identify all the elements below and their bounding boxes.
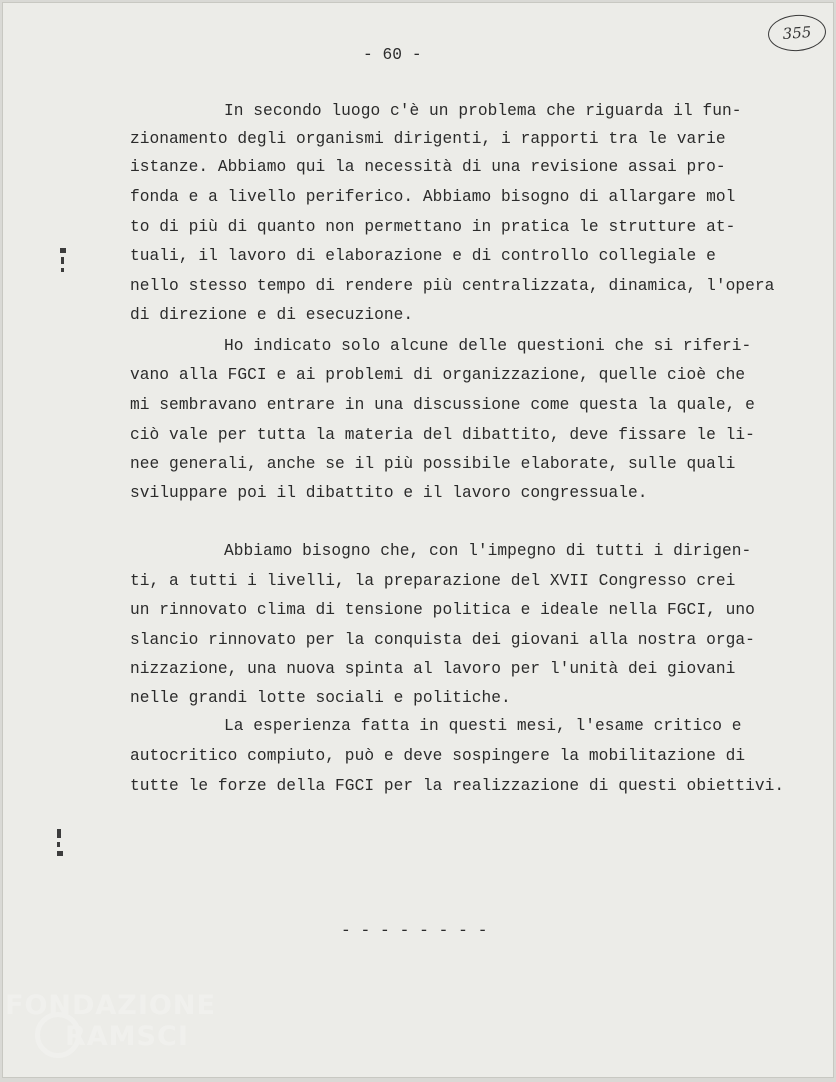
- fondazione-gramsci-watermark: [3, 988, 223, 1078]
- text-line: to di più di quanto non permettano in pratica le strutture at-: [130, 218, 736, 236]
- text-line: un rinnovato clima di tensione politica e ideale nella FGCI, uno: [130, 601, 755, 619]
- text-line: slancio rinnovato per la conquista dei giovani alla nostra orga-: [130, 631, 755, 649]
- text-line: zionamento degli organismi dirigenti, i rapporti tra le varie: [130, 130, 726, 148]
- document-page: [2, 2, 834, 1078]
- text-line: nizzazione, una nuova spinta al lavoro per l'unità dei giovani: [130, 660, 736, 678]
- text-line: fonda e a livello periferico. Abbiamo bisogno di allargare mol: [130, 188, 736, 206]
- text-line: istanze. Abbiamo qui la necessità di una revisione assai pro-: [130, 158, 726, 176]
- text-line: In secondo luogo c'è un problema che riguarda il fun-: [224, 102, 742, 120]
- text-line: tuali, il lavoro di elaborazione e di controllo collegiale e: [130, 247, 716, 265]
- text-line: Abbiamo bisogno che, con l'impegno di tutti i dirigen-: [224, 542, 752, 560]
- text-line: La esperienza fatta in questi mesi, l'esame critico e: [224, 717, 742, 735]
- end-marker: - - - - - - - -: [341, 922, 488, 940]
- text-line: di direzione e di esecuzione.: [130, 306, 414, 324]
- text-line: sviluppare poi il dibattito e il lavoro congressuale.: [130, 484, 648, 502]
- text-line: nello stesso tempo di rendere più centralizzata, dinamica, l'opera: [130, 277, 775, 295]
- archive-number-stamp: [767, 13, 827, 53]
- text-line: mi sembravano entrare in una discussione come questa la quale, e: [130, 396, 755, 414]
- text-line: ti, a tutti i livelli, la preparazione del XVII Congresso crei: [130, 572, 736, 590]
- binding-marks-bottom: [57, 829, 63, 860]
- text-line: vano alla FGCI e ai problemi di organizzazione, quelle cioè che: [130, 366, 746, 384]
- watermark-line-1: FONDAZIONE: [5, 990, 216, 1021]
- text-line: nelle grandi lotte sociali e politiche.: [130, 689, 511, 707]
- text-line: Ho indicato solo alcune delle questioni che si riferi-: [224, 337, 752, 355]
- page-number: - 60 -: [363, 46, 422, 64]
- text-line: autocritico compiuto, può e deve sospingere la mobilitazione di: [130, 747, 746, 765]
- text-line: tutte le forze della FGCI per la realizzazione di questi obiettivi.: [130, 777, 785, 795]
- text-line: nee generali, anche se il più possibile elaborate, sulle quali: [130, 455, 736, 473]
- text-line: ciò vale per tutta la materia del dibattito, deve fissare le li-: [130, 426, 755, 444]
- archive-number: 355: [782, 23, 812, 43]
- binding-marks-top: [60, 248, 66, 276]
- watermark-line-2: RAMSCI: [65, 1021, 189, 1052]
